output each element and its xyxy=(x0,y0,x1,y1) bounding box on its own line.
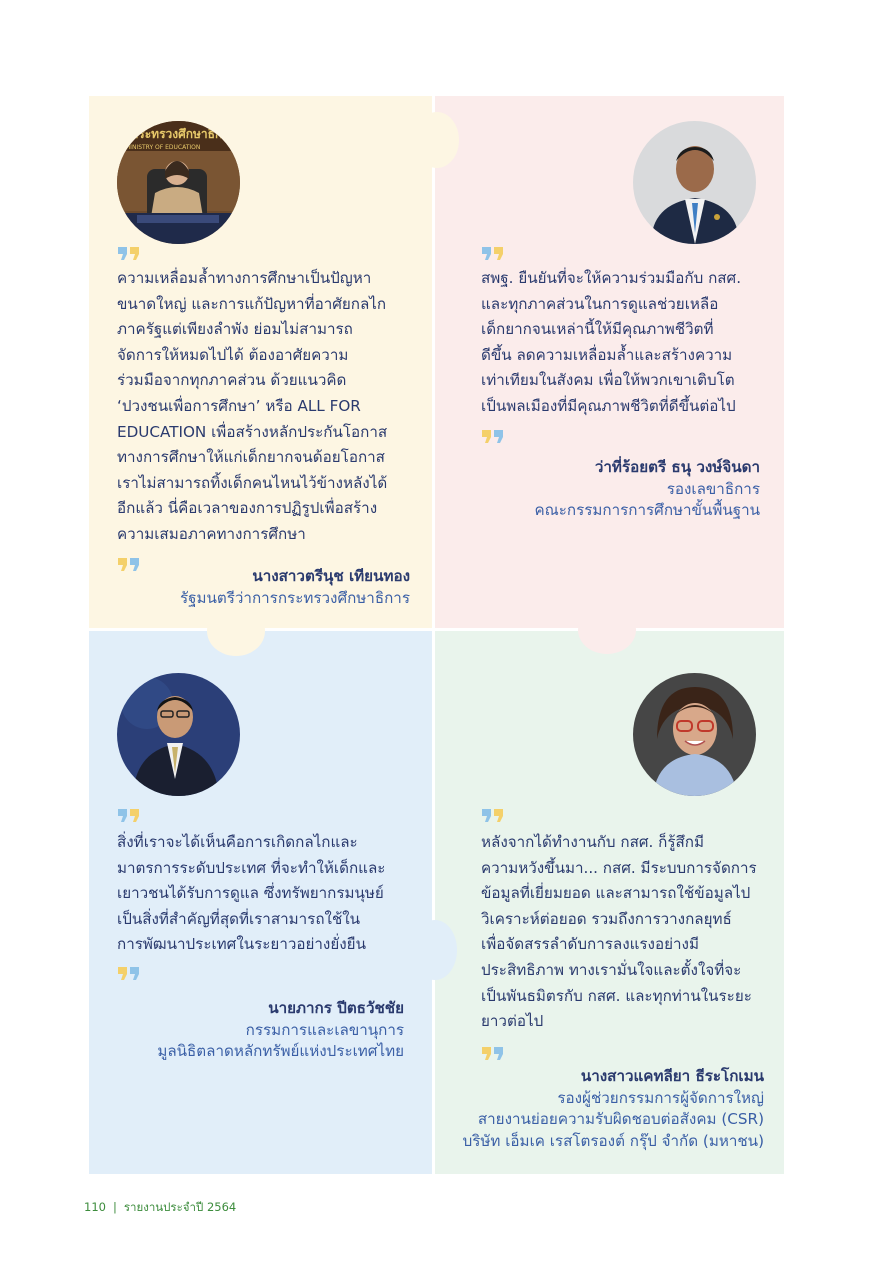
puzzle-knob xyxy=(207,606,265,656)
quote-line: เด็กยากจนเหล่านี้ให้มีคุณภาพชีวิตที่ xyxy=(481,320,714,339)
quote-line: ข้อมูลที่เยี่ยมยอด และสามารถใช้ข้อมูลไป xyxy=(481,884,751,903)
quote-line: เพื่อจัดสรรลำดับการลงแรงอย่างมี xyxy=(481,935,699,954)
quote-line: EDUCATION เพื่อสร้างหลักประกันโอกาส xyxy=(117,422,388,441)
quote-text xyxy=(117,266,387,548)
speaker-role: คณะกรรมการการศึกษาขั้นพื้นฐาน xyxy=(534,501,760,519)
speaker-role: รองเลขาธิการ xyxy=(666,479,760,498)
quote-text xyxy=(481,830,757,1035)
speaker-role: สายงานย่อยความรับผิดชอบต่อสังคม (CSR) xyxy=(477,1110,764,1128)
ministry-sign-thai: กระทรวงศึกษาธิการ xyxy=(131,127,236,141)
quote-line: ดีขึ้น ลดความเหลื่อมล้ำและสร้างความ xyxy=(481,345,733,364)
quote-line: ร่วมมือจากทุกภาคส่วน ด้วยแนวคิด xyxy=(117,371,347,390)
puzzle-knob xyxy=(415,112,459,168)
quote-line: อีกแล้ว นี่คือเวลาของการปฏิรูปเพื่อสร้าง xyxy=(117,499,378,518)
quote-line: หลังจากได้ทำงานกับ กสศ. ก็รู้สึกมี xyxy=(481,833,704,851)
puzzle-knob xyxy=(578,606,636,654)
attribution xyxy=(157,998,404,1063)
quote-text xyxy=(481,266,741,420)
quote-line: เท่าเทียมในสังคม เพื่อให้พวกเขาเติบโต xyxy=(481,371,735,390)
page-footer xyxy=(84,1199,236,1217)
quote-line: เป็นพลเมืองที่มีคุณภาพชีวิตที่ดีขึ้นต่อไป xyxy=(481,396,736,415)
puzzle-knob xyxy=(413,920,457,980)
close-quote-icon xyxy=(117,965,141,981)
quote-line: ทางการศึกษาให้แก่เด็กยากจนด้อยโอกาส xyxy=(117,448,385,467)
portrait-photo-minister xyxy=(117,121,240,244)
quote-line: ยาวต่อไป xyxy=(481,1012,544,1031)
speaker-name: ว่าที่ร้อยตรี ธนุ วงษ์จินดา xyxy=(594,458,760,476)
speaker-role: บริษัท เอ็มเค เรสโตรองต์ กรุ๊ป จำกัด (มหาชน) xyxy=(462,1131,764,1150)
attribution xyxy=(534,457,760,522)
quote-line: ความหวังขึ้นมา... กสศ. มีระบบการจัดการ xyxy=(481,858,757,877)
quote-line: ‘ปวงชนเพื่อการศึกษา’ หรือ ALL FOR xyxy=(117,396,361,415)
speaker-name: นางสาวแคทลียา ธีระโกเมน xyxy=(580,1067,764,1085)
open-quote-icon xyxy=(117,245,141,261)
quote-line: เป็นสิ่งที่สำคัญที่สุดที่เราสามารถใช้ใน xyxy=(117,909,361,928)
quote-line: ความเสมอภาคทางการศึกษา xyxy=(117,524,306,543)
quote-line: ภาครัฐแต่เพียงลำพัง ย่อมไม่สามารถ xyxy=(117,320,353,339)
ministry-sign-english: MINISTRY OF EDUCATION xyxy=(125,144,201,151)
footer-separator: | xyxy=(112,1200,117,1214)
open-quote-icon xyxy=(481,807,505,823)
quote-line: ขนาดใหญ่ และการแก้ปัญหาที่อาศัยกลไก xyxy=(117,294,387,313)
speaker-name: นางสาวตรีนุช เทียนทอง xyxy=(252,567,410,585)
quote-line: สิ่งที่เราจะได้เห็นคือการเกิดกลไกและ xyxy=(117,833,358,851)
quote-line: ประสิทธิภาพ ทางเรามั่นใจและตั้งใจที่จะ xyxy=(481,960,742,979)
speaker-name: นายภากร ปีตธวัชชัย xyxy=(268,999,404,1017)
attribution xyxy=(180,566,410,609)
quote-line: เป็นพันธมิตรกับ กสศ. และทุกท่านในระยะ xyxy=(481,986,752,1005)
quote-line: ความเหลื่อมล้ำทางการศึกษาเป็นปัญหา xyxy=(117,269,372,287)
portrait-photo-set-foundation xyxy=(117,673,240,796)
open-quote-icon xyxy=(481,245,505,261)
quote-line: สพฐ. ยืนยันที่จะให้ความร่วมมือกับ กสศ. xyxy=(481,269,742,287)
speaker-role: รองผู้ช่วยกรรมการผู้จัดการใหญ่ xyxy=(557,1088,764,1107)
portrait-photo-mk-group xyxy=(633,673,756,796)
quote-line: มาตรการระดับประเทศ ที่จะทำให้เด็กและ xyxy=(117,858,386,877)
quote-line: เราไม่สามารถทิ้งเด็กคนไหนไว้ข้างหลังได้ xyxy=(117,473,388,492)
speaker-role: มูลนิธิตลาดหลักทรัพย์แห่งประเทศไทย xyxy=(157,1042,404,1060)
quote-line: และทุกภาคส่วนในการดูแลช่วยเหลือ xyxy=(481,294,719,313)
quote-line: การพัฒนาประเทศในระยาวอย่างยั่งยืน xyxy=(117,935,366,954)
quote-text xyxy=(117,830,385,958)
attribution xyxy=(463,1066,764,1152)
close-quote-icon xyxy=(117,556,141,572)
open-quote-icon xyxy=(117,807,141,823)
close-quote-icon xyxy=(481,1045,505,1061)
page-number: 110 xyxy=(84,1200,106,1214)
quote-line: จัดการให้หมดไปได้ ต้องอาศัยความ xyxy=(117,345,349,364)
quote-line: วิเคราะห์ต่อยอด รวมถึงการวางกลยุทธ์ xyxy=(481,909,732,928)
close-quote-icon xyxy=(481,428,505,444)
speaker-role: กรรมการและเลขานุการ xyxy=(245,1020,404,1039)
quote-line: เยาวชนได้รับการดูแล ซึ่งทรัพยากรมนุษย์ xyxy=(117,884,384,903)
report-title: รายงานประจำปี 2564 xyxy=(123,1200,237,1214)
portrait-photo-obec-deputy xyxy=(633,121,756,244)
speaker-role: รัฐมนตรีว่าการกระทรวงศึกษาธิการ xyxy=(179,588,410,607)
